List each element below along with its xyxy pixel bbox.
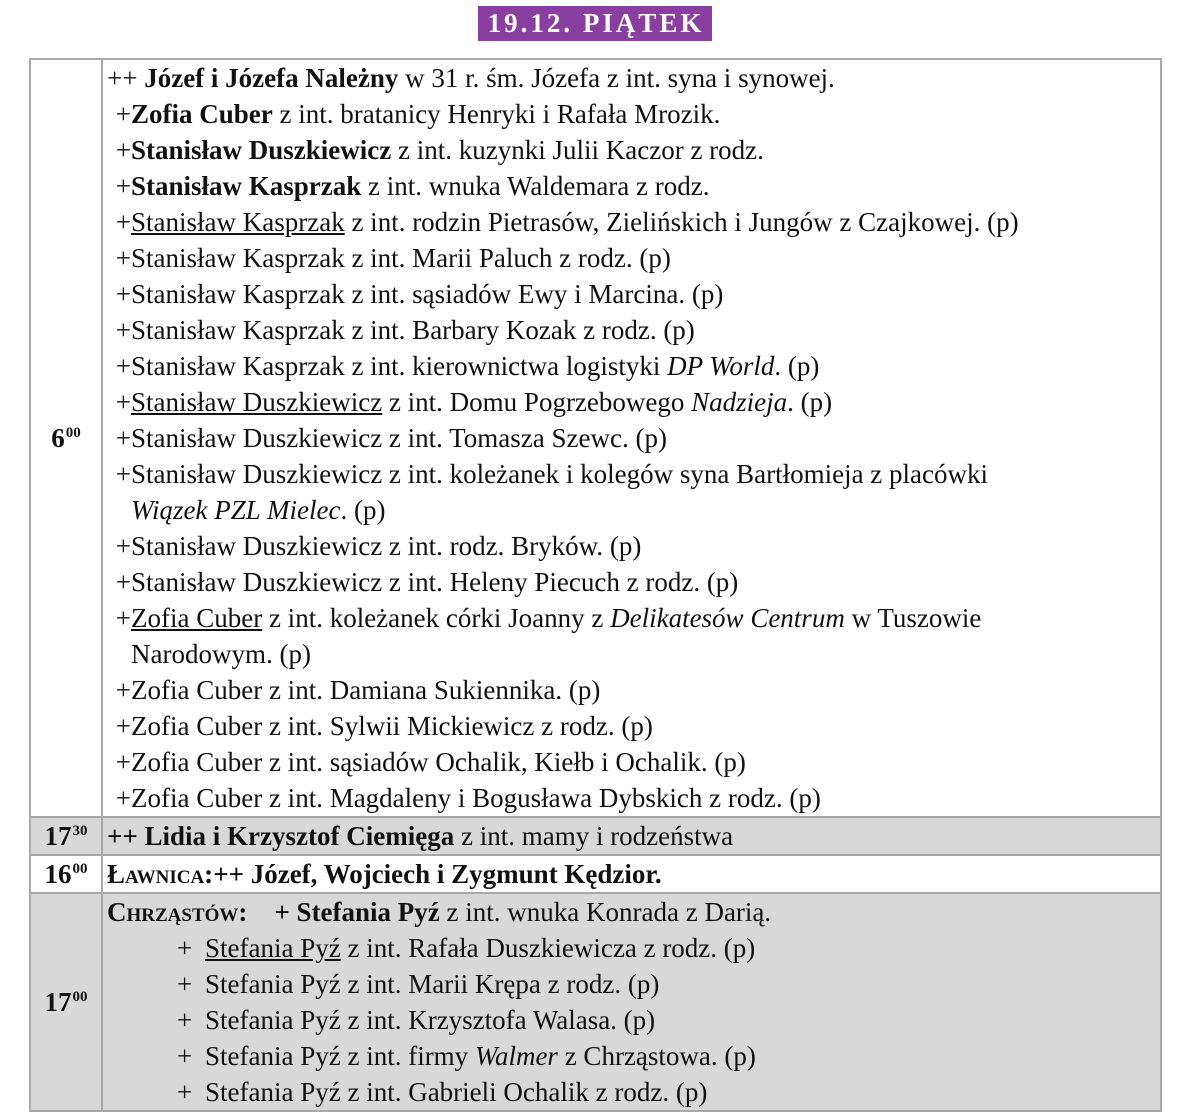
intention-text: Stefania Pyź z int. firmy — [205, 1041, 475, 1071]
cross-marker: ++ — [107, 821, 138, 851]
cross-marker: + — [115, 99, 131, 129]
intention-line — [107, 168, 1156, 204]
company-name: Walmer — [474, 1041, 558, 1071]
cross-marker: + — [115, 135, 131, 165]
intention-text: Stanisław Kasprzak z int. Barbary Kozak z rodz. (p) — [131, 315, 695, 345]
intention-text: Stanisław Kasprzak z int. Marii Paluch z rodz. (p) — [131, 243, 671, 273]
mass-schedule-table — [29, 58, 1162, 1112]
intention-line — [107, 96, 1156, 132]
deceased-name: Józef, Wojciech i Zygmunt Kędzior. — [250, 859, 662, 889]
time-hour: 16 — [44, 858, 72, 889]
deceased-name: Stanisław Kasprzak — [131, 171, 362, 201]
cross-marker: + — [115, 387, 131, 417]
intention-line — [107, 1074, 1156, 1110]
cross-marker: + — [115, 459, 131, 489]
place-name: Chrząstów: — [107, 897, 248, 927]
intention-text: z int. rodzin Pietrasów, Zielińskich i Jungów z Czajkowej. (p) — [344, 207, 1019, 237]
intention-line — [107, 1002, 1156, 1038]
intention-line — [107, 856, 1156, 892]
company-name: Nadzieja — [691, 387, 788, 417]
intention-text: z int. Rafała Duszkiewicza z rodz. (p) — [340, 933, 756, 963]
intention-text: Stanisław Duszkiewicz z int. Tomasza Szewc. (p) — [131, 423, 667, 453]
intention-text: Zofia Cuber z int. Magdaleny i Bogusława Dybskich z rodz. (p) — [131, 783, 821, 813]
intention-text-end: . (p) — [774, 351, 820, 381]
intention-text: Narodowym. (p) — [131, 639, 311, 669]
time-cell — [30, 59, 102, 817]
page-title: 19.12. PIĄTEK — [478, 6, 713, 41]
time-minutes: 00 — [72, 860, 88, 877]
deceased-name: Stanisław Kasprzak — [131, 207, 345, 237]
company-name: Wiązek PZL Mielec — [131, 495, 341, 525]
intentions-cell — [102, 59, 1161, 817]
cross-marker: ++ — [213, 859, 244, 889]
intention-line-continuation — [107, 492, 1156, 528]
cross-marker: + — [177, 969, 193, 999]
intention-text-end: w Tuszowie — [844, 603, 982, 633]
intention-text: z int. wnuka Waldemara z rodz. — [361, 171, 710, 201]
intention-line — [107, 708, 1156, 744]
cross-marker: + — [115, 531, 131, 561]
intention-line — [107, 420, 1156, 456]
intention-text: Stanisław Kasprzak z int. sąsiadów Ewy i Marcina. (p) — [131, 279, 724, 309]
intention-line — [107, 60, 1156, 96]
intention-text: z int. Domu Pogrzebowego — [382, 387, 692, 417]
intention-text: Zofia Cuber z int. Sylwii Mickiewicz z rodz. (p) — [131, 711, 653, 741]
intention-line — [107, 276, 1156, 312]
intention-text: w 31 r. śm. Józefa z int. syna i synowej. — [398, 63, 835, 93]
intention-line-continuation — [107, 636, 1156, 672]
intention-text: Stefania Pyź z int. Gabrieli Ochalik z rodz. (p) — [205, 1077, 708, 1107]
intention-text: z int. koleżanek córki Joanny z — [262, 603, 611, 633]
deceased-name: Stefania Pyź — [205, 933, 341, 963]
cross-marker: + — [115, 423, 131, 453]
schedule-row-1730 — [30, 817, 1161, 855]
intention-line — [107, 894, 1156, 930]
cross-marker: + — [177, 1077, 193, 1107]
place-name: Ławnica: — [107, 859, 214, 889]
intention-text: Stanisław Duszkiewicz z int. koleżanek i kolegów syna Bartłomieja z placówki — [131, 459, 988, 489]
deceased-name: Stanisław Duszkiewicz — [131, 135, 392, 165]
intention-text: Stanisław Kasprzak z int. kierownictwa logistyki — [131, 351, 668, 381]
title-wrap — [0, 6, 1190, 41]
intention-text: Stefania Pyź z int. Krzysztofa Walasa. (p) — [205, 1005, 656, 1035]
intention-text: z int. mamy i rodzeństwa — [454, 821, 734, 851]
intention-line — [107, 672, 1156, 708]
schedule-row-6 — [30, 59, 1161, 817]
time-hour: 17 — [44, 820, 72, 851]
cross-marker: + — [115, 171, 131, 201]
cross-marker: + — [177, 933, 193, 963]
cross-marker: + — [274, 897, 290, 927]
intention-text: Zofia Cuber z int. sąsiadów Ochalik, Kiełb i Ochalik. (p) — [131, 747, 746, 777]
intention-line — [107, 528, 1156, 564]
intention-line — [107, 240, 1156, 276]
time-hour: 17 — [44, 986, 72, 1017]
deceased-name: Zofia Cuber — [131, 99, 273, 129]
intentions-cell — [102, 893, 1161, 1111]
intention-line — [107, 204, 1156, 240]
cross-marker: + — [115, 315, 131, 345]
intention-line — [107, 348, 1156, 384]
cross-marker: + — [115, 603, 131, 633]
company-name: DP World — [667, 351, 775, 381]
cross-marker: + — [115, 279, 131, 309]
intention-text: z int. kuzynki Julii Kaczor z rodz. — [391, 135, 764, 165]
time-minutes: 00 — [65, 424, 81, 441]
deceased-name: Lidia i Krzysztof Ciemięga — [144, 821, 455, 851]
intention-line — [107, 456, 1156, 492]
intention-line — [107, 780, 1156, 816]
cross-marker: + — [115, 711, 131, 741]
intentions-cell — [102, 855, 1161, 893]
intention-text-end: z Chrząstowa. (p) — [557, 1041, 756, 1071]
intention-line — [107, 1038, 1156, 1074]
intention-line — [107, 744, 1156, 780]
time-minutes: 30 — [72, 822, 88, 839]
cross-marker: + — [115, 207, 131, 237]
intention-line — [107, 564, 1156, 600]
company-name: Delikatesów Centrum — [610, 603, 845, 633]
schedule-row-1700 — [30, 893, 1161, 1111]
intention-line — [107, 312, 1156, 348]
deceased-name: Stefania Pyź — [296, 897, 440, 927]
intention-line — [107, 930, 1156, 966]
cross-marker: + — [115, 675, 131, 705]
cross-marker: + — [115, 783, 131, 813]
cross-marker: + — [115, 747, 131, 777]
time-cell — [30, 817, 102, 855]
intention-line — [107, 966, 1156, 1002]
time-cell — [30, 855, 102, 893]
cross-marker: + — [115, 351, 131, 381]
time-hour: 6 — [51, 422, 65, 453]
intentions-cell — [102, 817, 1161, 855]
time-minutes: 00 — [72, 988, 88, 1005]
intention-line — [107, 818, 1156, 854]
intention-text: Stefania Pyź z int. Marii Krępa z rodz. (p) — [205, 969, 660, 999]
intention-text: Zofia Cuber z int. Damiana Sukiennika. (p) — [131, 675, 601, 705]
cross-marker: + — [115, 567, 131, 597]
time-cell — [30, 893, 102, 1111]
intention-line — [107, 132, 1156, 168]
schedule-row-1600 — [30, 855, 1161, 893]
intention-line — [107, 384, 1156, 420]
deceased-name: Zofia Cuber — [131, 603, 263, 633]
intention-text-end: . (p) — [787, 387, 833, 417]
intention-text: z int. wnuka Konrada z Darią. — [439, 897, 772, 927]
intention-text: Stanisław Duszkiewicz z int. Heleny Piecuch z rodz. (p) — [131, 567, 739, 597]
intention-line — [107, 600, 1156, 636]
deceased-name: Stanisław Duszkiewicz — [131, 387, 383, 417]
intention-text: Stanisław Duszkiewicz z int. rodz. Bryków. (p) — [131, 531, 642, 561]
cross-marker: + — [177, 1041, 193, 1071]
intention-text-end: . (p) — [340, 495, 386, 525]
cross-marker: ++ — [107, 63, 138, 93]
intention-text: z int. bratanicy Henryki i Rafała Mrozik. — [272, 99, 721, 129]
cross-marker: + — [115, 243, 131, 273]
cross-marker: + — [177, 1005, 193, 1035]
deceased-name: Józef i Józefa Należny — [144, 63, 399, 93]
